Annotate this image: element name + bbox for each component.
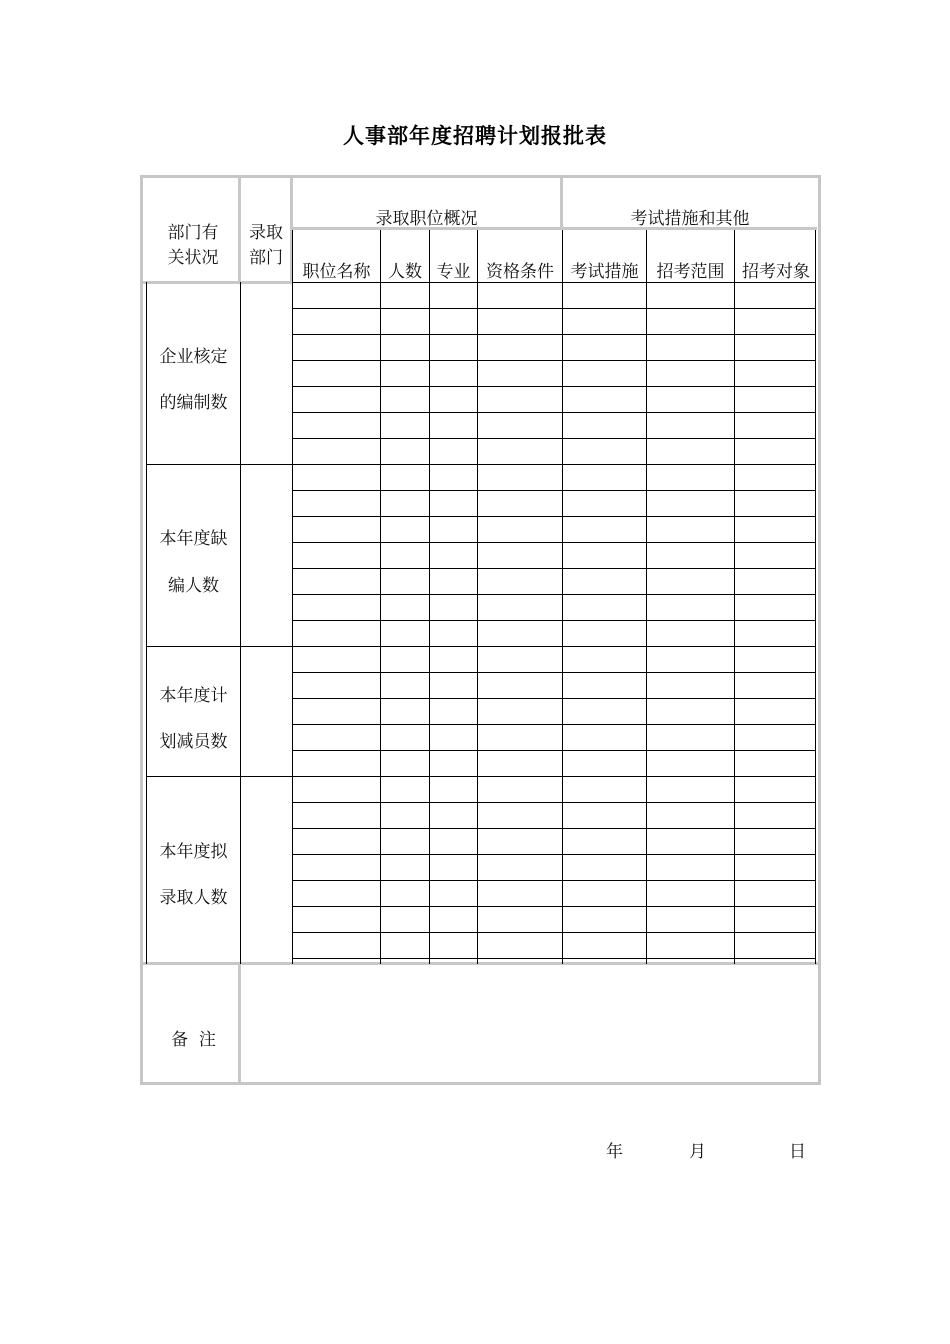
group-divider-line	[146, 646, 292, 647]
grid-row-line	[292, 542, 816, 543]
remarks-label: 备 注	[171, 1030, 216, 1050]
grid-row-line	[292, 776, 816, 777]
grid-row-line	[292, 386, 816, 387]
grid-row-line	[292, 646, 816, 647]
grid-row-line	[292, 438, 816, 439]
grid-row-line	[292, 412, 816, 413]
grid-row-line	[292, 880, 816, 881]
divider-remarks-col	[238, 962, 241, 1082]
page-title: 人事部年度招聘计划报批表	[343, 123, 607, 148]
group-divider-line	[146, 464, 292, 465]
grid-row-line	[292, 802, 816, 803]
group-label-shortage-line2: 编人数	[168, 576, 219, 596]
group-label-authorized-line1: 企业核定	[159, 347, 228, 367]
column-position-name: 职位名称	[302, 262, 371, 282]
group-label-shortage-line1: 本年度缺	[159, 529, 228, 549]
group-label-planned-hire-line2: 录取人数	[159, 888, 228, 908]
column-major: 专业	[436, 262, 471, 282]
group-label-reduction-line2: 划减员数	[159, 732, 228, 752]
grid-col-1	[240, 282, 241, 964]
divider-header-bottom	[143, 281, 293, 284]
header-hire-dept-line1: 录取	[249, 223, 283, 243]
group-label-reduction-line1: 本年度计	[159, 686, 228, 706]
column-exam-measures: 考试措施	[570, 262, 639, 282]
recruitment-plan-table	[140, 175, 821, 1085]
grid-row-line	[292, 932, 816, 933]
grid-row-line	[292, 724, 816, 725]
header-dept-status-line2: 关状况	[167, 248, 219, 268]
grid-row-line	[292, 282, 816, 283]
grid-row-line	[292, 828, 816, 829]
grid-row-line	[292, 568, 816, 569]
divider-left-col	[238, 178, 241, 282]
date-year: 年	[606, 1142, 623, 1162]
date-day: 日	[789, 1142, 806, 1162]
grid-row-line	[292, 516, 816, 517]
grid-row-line	[292, 490, 816, 491]
grid-row-line	[292, 464, 816, 465]
header-position-overview: 录取职位概况	[375, 209, 478, 229]
column-headcount: 人数	[388, 262, 422, 282]
grid-row-line	[292, 334, 816, 335]
column-recruit-target: 招考对象	[742, 262, 810, 282]
grid-row-line	[292, 672, 816, 673]
grid-row-line	[292, 360, 816, 361]
column-qualifications: 资格条件	[486, 262, 554, 282]
date-month: 月	[689, 1142, 706, 1162]
column-recruit-scope: 招考范围	[656, 262, 725, 282]
grid-row-line	[292, 698, 816, 699]
group-label-authorized-line2: 的编制数	[159, 393, 228, 413]
grid-row-line	[292, 750, 816, 751]
header-hire-dept-line2: 部门	[249, 248, 283, 268]
grid-row-line	[292, 620, 816, 621]
group-divider-line	[146, 776, 292, 777]
grid-row-line	[292, 958, 816, 959]
grid-row-line	[292, 308, 816, 309]
header-exam-and-other: 考试措施和其他	[630, 209, 750, 229]
grid-row-line	[292, 594, 816, 595]
remarks-field[interactable]	[242, 966, 817, 1080]
divider-remarks-top	[143, 962, 818, 965]
grid-row-line	[292, 906, 816, 907]
group-label-planned-hire-line1: 本年度拟	[159, 842, 228, 862]
grid-row-line	[292, 854, 816, 855]
header-dept-status-line1: 部门有	[167, 223, 219, 243]
